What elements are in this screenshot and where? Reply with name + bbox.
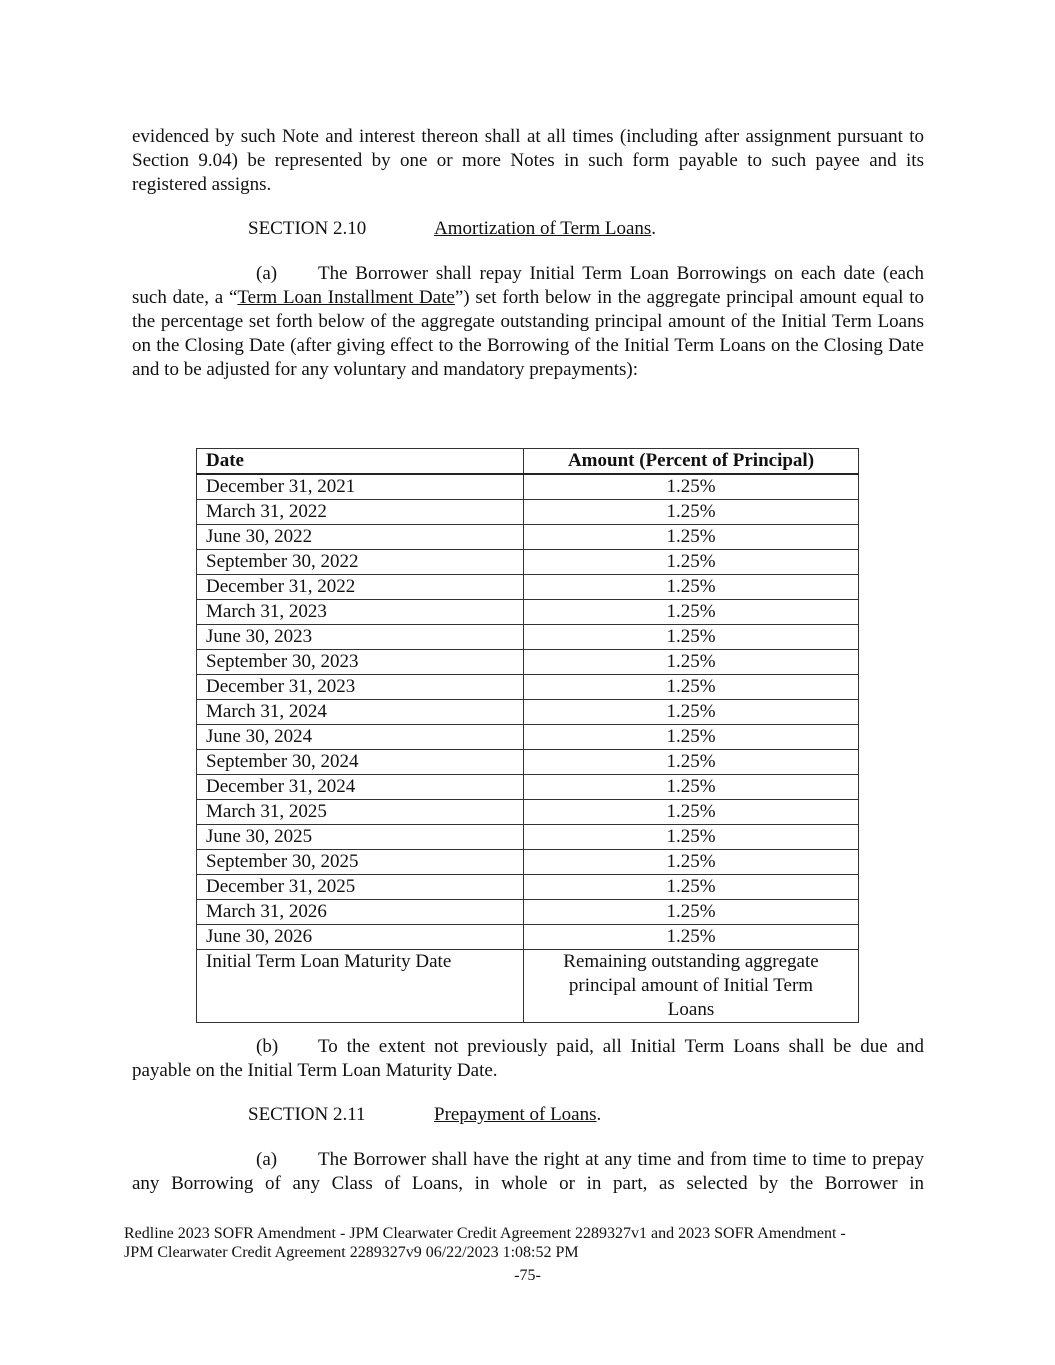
section-2-10-title: Amortization of Term Loans: [434, 218, 652, 239]
column-header-date: Date: [197, 449, 524, 475]
table-row: [197, 474, 859, 500]
defined-term: Term Loan Installment Date: [237, 287, 455, 308]
table-row: [197, 825, 859, 850]
cell-date: March 31, 2022: [197, 500, 524, 525]
cell-amount: 1.25%: [524, 500, 859, 525]
cell-amount: 1.25%: [524, 775, 859, 800]
table-row: [197, 525, 859, 550]
cell-amount: 1.25%: [524, 575, 859, 600]
cell-date: March 31, 2026: [197, 900, 524, 925]
table-row: [197, 900, 859, 925]
table-row: [197, 850, 859, 875]
cell-date: June 30, 2022: [197, 525, 524, 550]
cell-date: March 31, 2025: [197, 800, 524, 825]
paragraph-text: The Borrower shall have the right at any time and from time to time to prepay any Borrowing of any Class of Loans, in whole or in part, as selected by the Borrower in: [132, 1149, 924, 1194]
page-number: -75-: [514, 1267, 541, 1284]
cell-date: December 31, 2025: [197, 875, 524, 900]
paragraph-text: To the extent not previously paid, all Initial Term Loans shall be due and payable on the Initial Term Loan Maturity Date.: [132, 1036, 924, 1081]
cell-amount: 1.25%: [524, 825, 859, 850]
amortization-schedule-table: [196, 448, 859, 1023]
table-row: [197, 800, 859, 825]
table-row: [197, 775, 859, 800]
cell-amount: 1.25%: [524, 800, 859, 825]
cell-amount: 1.25%: [524, 525, 859, 550]
table-header-row: [197, 449, 859, 475]
cell-date: March 31, 2023: [197, 600, 524, 625]
table-row: [197, 875, 859, 900]
table-row: [197, 675, 859, 700]
column-header-amount: Amount (Percent of Principal): [524, 449, 859, 475]
table-row: [197, 700, 859, 725]
section-2-11-title: Prepayment of Loans: [434, 1104, 597, 1125]
cell-amount: 1.25%: [524, 550, 859, 575]
cell-amount: 1.25%: [524, 925, 859, 950]
table-row: [197, 550, 859, 575]
cell-date: June 30, 2025: [197, 825, 524, 850]
cell-amount: 1.25%: [524, 650, 859, 675]
cell-amount: 1.25%: [524, 474, 859, 500]
cell-date: September 30, 2022: [197, 550, 524, 575]
table-row: [197, 575, 859, 600]
cell-date: December 31, 2024: [197, 775, 524, 800]
cell-amount: Remaining outstanding aggregate principal amount of Initial Term Loans: [524, 950, 859, 1023]
table-row: [197, 625, 859, 650]
paragraph-label: (a): [256, 263, 278, 284]
section-2-10-number: SECTION 2.10: [248, 218, 367, 239]
paragraph-text: The Borrower shall repay Initial Term Loan Borrowings on each date (each such date, a “: [132, 263, 924, 308]
cell-date: September 30, 2023: [197, 650, 524, 675]
paragraph-label: (b): [256, 1036, 279, 1057]
cell-date: June 30, 2023: [197, 625, 524, 650]
cell-amount: 1.25%: [524, 850, 859, 875]
intro-paragraph: evidenced by such Note and interest thereon shall at all times (including after assignment pursuant to Section 9.04) be represented by one or more Notes in such form payable to such payee and its registered assigns.: [132, 126, 924, 195]
cell-date: September 30, 2025: [197, 850, 524, 875]
cell-amount: 1.25%: [524, 600, 859, 625]
cell-date: December 31, 2021: [197, 474, 524, 500]
table-row-final: [197, 950, 859, 1023]
document-footer: [124, 1224, 924, 1262]
cell-amount: 1.25%: [524, 625, 859, 650]
cell-amount: 1.25%: [524, 875, 859, 900]
section-2-11-title-suffix: .: [596, 1104, 602, 1125]
table-row: [197, 925, 859, 950]
cell-date: September 30, 2024: [197, 750, 524, 775]
table-row: [197, 600, 859, 625]
cell-amount: 1.25%: [524, 900, 859, 925]
cell-amount: 1.25%: [524, 725, 859, 750]
cell-date: December 31, 2023: [197, 675, 524, 700]
cell-date: June 30, 2026: [197, 925, 524, 950]
section-2-10-title-suffix: .: [651, 218, 657, 239]
paragraph-text: ”) set forth below in the aggregate principal amount equal to the percentage set forth below of the aggregate outstanding principal amount of the Initial Term Loans on the Closing Date (after giving effect to the Borrowing of the Initial Term Loans on the Closing Date and to be adjusted for any voluntary and mandatory prepayments):: [132, 287, 924, 380]
footer-line-2: JPM Clearwater Credit Agreement 2289327v9 06/22/2023 1:08:52 PM: [124, 1244, 579, 1261]
cell-date: December 31, 2022: [197, 575, 524, 600]
paragraph-a-prepayment: [132, 1148, 924, 1196]
paragraph-b-maturity: [132, 1035, 924, 1083]
paragraph-label: (a): [256, 1149, 278, 1170]
cell-date: Initial Term Loan Maturity Date: [197, 950, 524, 1023]
cell-amount: 1.25%: [524, 700, 859, 725]
section-2-11-heading: [248, 1103, 601, 1127]
table-row: [197, 650, 859, 675]
section-2-10-heading: [248, 217, 656, 241]
cell-date: March 31, 2024: [197, 700, 524, 725]
cell-amount: 1.25%: [524, 750, 859, 775]
table-row: [197, 500, 859, 525]
section-2-11-number: SECTION 2.11: [248, 1104, 366, 1125]
table-row: [197, 750, 859, 775]
cell-amount: 1.25%: [524, 675, 859, 700]
paragraph-a-amortization: [132, 262, 924, 382]
cell-date: June 30, 2024: [197, 725, 524, 750]
table-row: [197, 725, 859, 750]
footer-line-1: Redline 2023 SOFR Amendment - JPM Clearwater Credit Agreement 2289327v1 and 2023 SOFR Amendment -: [124, 1225, 846, 1242]
table-body: [197, 474, 859, 1023]
